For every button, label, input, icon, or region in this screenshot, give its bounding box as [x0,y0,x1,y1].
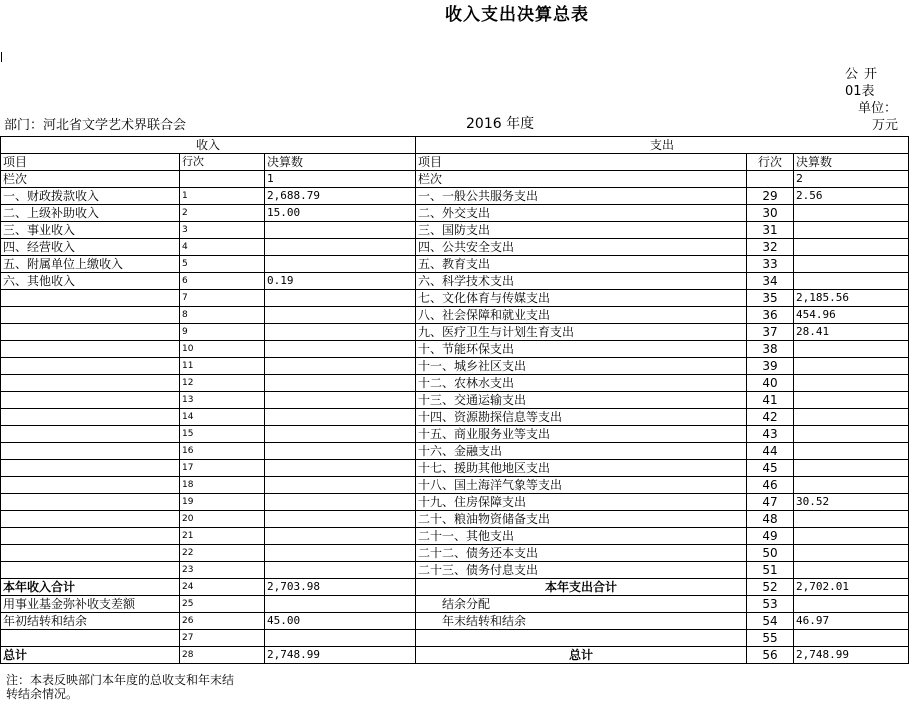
table-row [1,273,909,290]
expense-amount [794,528,909,545]
expense-amount [794,205,909,222]
table-row [1,511,909,528]
income-item-name [1,392,180,409]
income-row-number: 19 [180,494,265,511]
table-row [1,239,909,256]
table-row [1,443,909,460]
expense-row-number: 53 [747,596,794,613]
table-row [1,188,909,205]
expense-row-number: 50 [747,545,794,562]
income-amount [265,409,416,426]
table-row [1,256,909,273]
income-item-name: 三、事业收入 [1,222,180,239]
income-item-name: 四、经营收入 [1,239,180,256]
income-item-name [1,477,180,494]
income-item-name [1,409,180,426]
income-row-number: 23 [180,562,265,579]
expense-amount [794,358,909,375]
expense-row-number: 35 [747,290,794,307]
expense-row-number: 49 [747,528,794,545]
income-amount [265,460,416,477]
column-header-row [1,154,909,171]
income-item-name: 二、上级补助收入 [1,205,180,222]
summary-row [1,630,909,647]
expense-row-number: 29 [747,188,794,205]
income-row-number: 8 [180,307,265,324]
expense-amount: 2,702.01 [794,579,909,596]
expense-item-name: 本年支出合计 [416,579,747,596]
expense-amount [794,409,909,426]
income-row-number: 24 [180,579,265,596]
income-amount [265,477,416,494]
income-amount: 2,703.98 [265,579,416,596]
expense-item-name: 结余分配 [416,596,747,613]
income-row-number: 12 [180,375,265,392]
income-row-number: 20 [180,511,265,528]
expense-row-number: 40 [747,375,794,392]
expense-row-number: 55 [747,630,794,647]
income-row-number: 28 [180,647,265,664]
income-column-row-label: 栏次 [1,171,180,188]
income-column-number: 1 [265,171,416,188]
income-item-name [1,443,180,460]
expense-row-number: 46 [747,477,794,494]
expense-amount [794,562,909,579]
column-number-row [1,171,909,188]
expense-item-name: 二十二、债务还本支出 [416,545,747,562]
expense-amount [794,426,909,443]
income-item-name [1,562,180,579]
expense-item-name: 年末结转和结余 [416,613,747,630]
income-amount [265,630,416,647]
fiscal-year: 2016 年度 [466,116,535,132]
expense-item-name: 十、节能环保支出 [416,341,747,358]
margin-tick-mark [1,52,2,62]
expense-item-name: 十八、国土海洋气象等支出 [416,477,747,494]
income-row-number: 13 [180,392,265,409]
expense-amount [794,477,909,494]
income-amount: 15.00 [265,205,416,222]
income-amount [265,256,416,273]
expense-amount: 46.97 [794,613,909,630]
income-item-name [1,460,180,477]
expense-amount: 2,748.99 [794,647,909,664]
expense-amount: 2.56 [794,188,909,205]
income-row-number: 6 [180,273,265,290]
income-column-row-blank [180,171,265,188]
income-row-number: 10 [180,341,265,358]
table-row [1,341,909,358]
expense-amount [794,341,909,358]
income-row-number: 2 [180,205,265,222]
expense-item-name: 十四、资源勘探信息等支出 [416,409,747,426]
income-item-name [1,324,180,341]
expense-amount [794,392,909,409]
income-amount [265,545,416,562]
income-item-name [1,358,180,375]
expense-column-number: 2 [794,171,909,188]
income-row-number: 3 [180,222,265,239]
expense-item-name: 五、教育支出 [416,256,747,273]
expense-row-number: 30 [747,205,794,222]
expense-item-name: 十九、住房保障支出 [416,494,747,511]
income-amount: 45.00 [265,613,416,630]
table-row [1,392,909,409]
expense-row-number: 39 [747,358,794,375]
income-row-number: 22 [180,545,265,562]
summary-row [1,647,909,664]
income-row-number: 16 [180,443,265,460]
income-item-name [1,426,180,443]
expense-row-number: 45 [747,460,794,477]
income-item-name [1,545,180,562]
form-code-line1: 公开 [845,67,884,82]
expense-row-number: 36 [747,307,794,324]
expense-row-number: 31 [747,222,794,239]
expense-row-number: 47 [747,494,794,511]
expense-row-number: 33 [747,256,794,273]
table-row [1,494,909,511]
income-row-number: 25 [180,596,265,613]
income-item-name [1,511,180,528]
table-row [1,222,909,239]
income-item-name [1,341,180,358]
expense-row-number: 38 [747,341,794,358]
income-item-name [1,630,180,647]
income-amount [265,511,416,528]
expense-item-name: 二十三、债务付息支出 [416,562,747,579]
expense-item-name: 十三、交通运输支出 [416,392,747,409]
expense-column-row-blank [747,171,794,188]
table-row [1,290,909,307]
expense-item-name: 十六、金融支出 [416,443,747,460]
expense-item-name: 二、外交支出 [416,205,747,222]
expense-item-name: 六、科学技术支出 [416,273,747,290]
table-row [1,375,909,392]
income-item-name: 本年收入合计 [1,579,180,596]
income-item-name [1,375,180,392]
income-row-number: 14 [180,409,265,426]
expense-item-name: 九、医疗卫生与计划生育支出 [416,324,747,341]
summary-row [1,579,909,596]
income-amount [265,392,416,409]
expense-row-number: 34 [747,273,794,290]
expense-column-row-label: 栏次 [416,171,747,188]
expense-item-name: 十二、农林水支出 [416,375,747,392]
expense-item-name: 十五、商业服务业等支出 [416,426,747,443]
expense-amount [794,256,909,273]
report-title: 收入支出决算总表 [445,5,589,25]
income-amount [265,324,416,341]
income-item-name: 六、其他收入 [1,273,180,290]
income-item-header: 项目 [1,154,180,171]
income-amount [265,375,416,392]
income-amount [265,341,416,358]
expense-amount: 454.96 [794,307,909,324]
table-row [1,409,909,426]
income-row-number: 15 [180,426,265,443]
footnote-line1: 注：本表反映部门本年度的总收支和年末结 [6,673,235,687]
expense-amount: 30.52 [794,494,909,511]
expense-item-name: 十七、援助其他地区支出 [416,460,747,477]
income-row-number: 18 [180,477,265,494]
income-item-name: 五、附属单位上缴收入 [1,256,180,273]
income-row-number: 11 [180,358,265,375]
expense-item-name: 二十、粮油物资储备支出 [416,511,747,528]
income-amount [265,290,416,307]
income-amount: 2,688.79 [265,188,416,205]
income-amount [265,307,416,324]
expense-row-number: 32 [747,239,794,256]
table-row [1,460,909,477]
table-row [1,205,909,222]
table-row [1,307,909,324]
income-amount [265,494,416,511]
expense-amount [794,630,909,647]
income-expense-table [0,136,909,664]
expense-group-header: 支出 [416,137,909,154]
income-item-name [1,528,180,545]
unit-value: 万元 [872,118,899,133]
income-row-number: 21 [180,528,265,545]
expense-row-number: 43 [747,426,794,443]
expense-row-number: 51 [747,562,794,579]
table-row [1,545,909,562]
unit-label: 单位： [858,101,898,116]
expense-item-name: 十一、城乡社区支出 [416,358,747,375]
income-row-number: 17 [180,460,265,477]
expense-row-number: 42 [747,409,794,426]
expense-amount [794,239,909,256]
expense-amount [794,273,909,290]
income-amount: 2,748.99 [265,647,416,664]
income-item-name: 用事业基金弥补收支差额 [1,596,180,613]
expense-item-name: 三、国防支出 [416,222,747,239]
income-item-name [1,494,180,511]
income-item-name: 年初结转和结余 [1,613,180,630]
summary-row [1,596,909,613]
expense-item-name: 八、社会保障和就业支出 [416,307,747,324]
expense-row-no-header: 行次 [747,154,794,171]
expense-row-number: 48 [747,511,794,528]
table-row [1,477,909,494]
expense-amount [794,443,909,460]
income-amount [265,222,416,239]
income-item-name: 一、财政拨款收入 [1,188,180,205]
income-item-name [1,290,180,307]
expense-amount [794,596,909,613]
expense-item-name: 总计 [416,647,747,664]
form-code-line2: 01表 [845,84,875,99]
expense-amount [794,511,909,528]
table-row [1,358,909,375]
group-header-row [1,137,909,154]
expense-item-name: 七、文化体育与传媒支出 [416,290,747,307]
income-amount [265,443,416,460]
expense-amount: 28.41 [794,324,909,341]
income-amount [265,239,416,256]
expense-item-name: 四、公共安全支出 [416,239,747,256]
expense-amount [794,222,909,239]
table-row [1,324,909,341]
expense-amount [794,460,909,477]
income-row-number: 5 [180,256,265,273]
income-amount: 0.19 [265,273,416,290]
expense-amount [794,375,909,392]
income-row-number: 4 [180,239,265,256]
income-amount [265,358,416,375]
expense-row-number: 52 [747,579,794,596]
expense-row-number: 37 [747,324,794,341]
income-row-number: 27 [180,630,265,647]
department-label: 部门：河北省文学艺术界联合会 [4,118,187,133]
expense-row-number: 41 [747,392,794,409]
expense-item-header: 项目 [416,154,747,171]
expense-item-name [416,630,747,647]
table-row [1,426,909,443]
income-row-number: 26 [180,613,265,630]
income-group-header: 收入 [1,137,416,154]
income-row-number: 9 [180,324,265,341]
expense-amount-header: 决算数 [794,154,909,171]
footnote-line2: 转结余情况。 [6,687,79,701]
income-amount [265,426,416,443]
table-row [1,562,909,579]
expense-row-number: 56 [747,647,794,664]
expense-row-number: 44 [747,443,794,460]
expense-amount [794,545,909,562]
income-row-number: 1 [180,188,265,205]
expense-amount: 2,185.56 [794,290,909,307]
income-amount [265,596,416,613]
expense-item-name: 一、一般公共服务支出 [416,188,747,205]
income-item-name [1,307,180,324]
expense-row-number: 54 [747,613,794,630]
income-amount [265,562,416,579]
income-row-no-header: 行次 [180,154,265,171]
income-row-number: 7 [180,290,265,307]
income-amount-header: 决算数 [265,154,416,171]
income-item-name: 总计 [1,647,180,664]
summary-row [1,613,909,630]
expense-item-name: 二十一、其他支出 [416,528,747,545]
table-row [1,528,909,545]
income-amount [265,528,416,545]
